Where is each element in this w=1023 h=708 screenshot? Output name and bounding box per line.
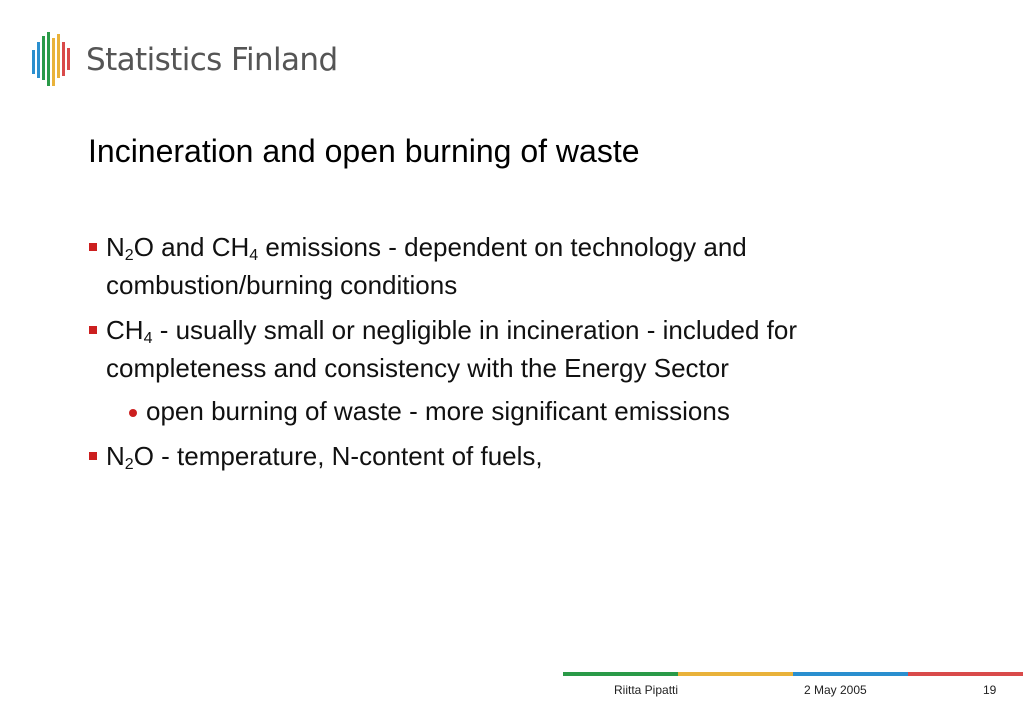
bullet-item (88, 228, 948, 304)
bullet-item (88, 437, 948, 475)
footer-stripe-blue (793, 672, 908, 676)
bullet-text: - usually small or negligible in incineration - included for completeness and consistency with the Energy Sector (106, 315, 798, 383)
bullet-text: O and CH (133, 232, 250, 262)
bullet-list (88, 228, 948, 482)
subscript: 2 (124, 456, 134, 473)
round-bullet-icon (129, 409, 137, 417)
bullet-text: N (106, 441, 125, 471)
footer-stripe-red (908, 672, 1023, 676)
subscript: 4 (143, 330, 153, 347)
footer-stripe-green (563, 672, 678, 676)
subscript: 2 (124, 247, 134, 264)
bullet-item (88, 311, 948, 387)
logo-text: Statistics Finland (86, 42, 338, 78)
bullet-text: CH (106, 315, 144, 345)
slide-title: Incineration and open burning of waste (88, 133, 640, 169)
bullet-text: O - temperature, N-content of fuels, (133, 441, 543, 471)
sub-bullet-item (88, 394, 948, 428)
logo (30, 30, 338, 90)
footer-author: Riitta Pipatti (614, 683, 679, 697)
square-bullet-icon (89, 452, 97, 460)
bullet-text: emissions - dependent on technology and combustion/burning conditions (106, 232, 747, 300)
footer-page-number: 19 (983, 683, 997, 697)
subscript: 4 (249, 247, 259, 264)
sub-bullet-text: open burning of waste - more significant emissions (146, 396, 730, 426)
statistics-finland-logo-icon (30, 30, 76, 90)
square-bullet-icon (89, 326, 97, 334)
square-bullet-icon (89, 243, 97, 251)
footer-date: 2 May 2005 (804, 683, 867, 697)
bullet-text: N (106, 232, 125, 262)
footer-stripe-yellow (678, 672, 793, 676)
